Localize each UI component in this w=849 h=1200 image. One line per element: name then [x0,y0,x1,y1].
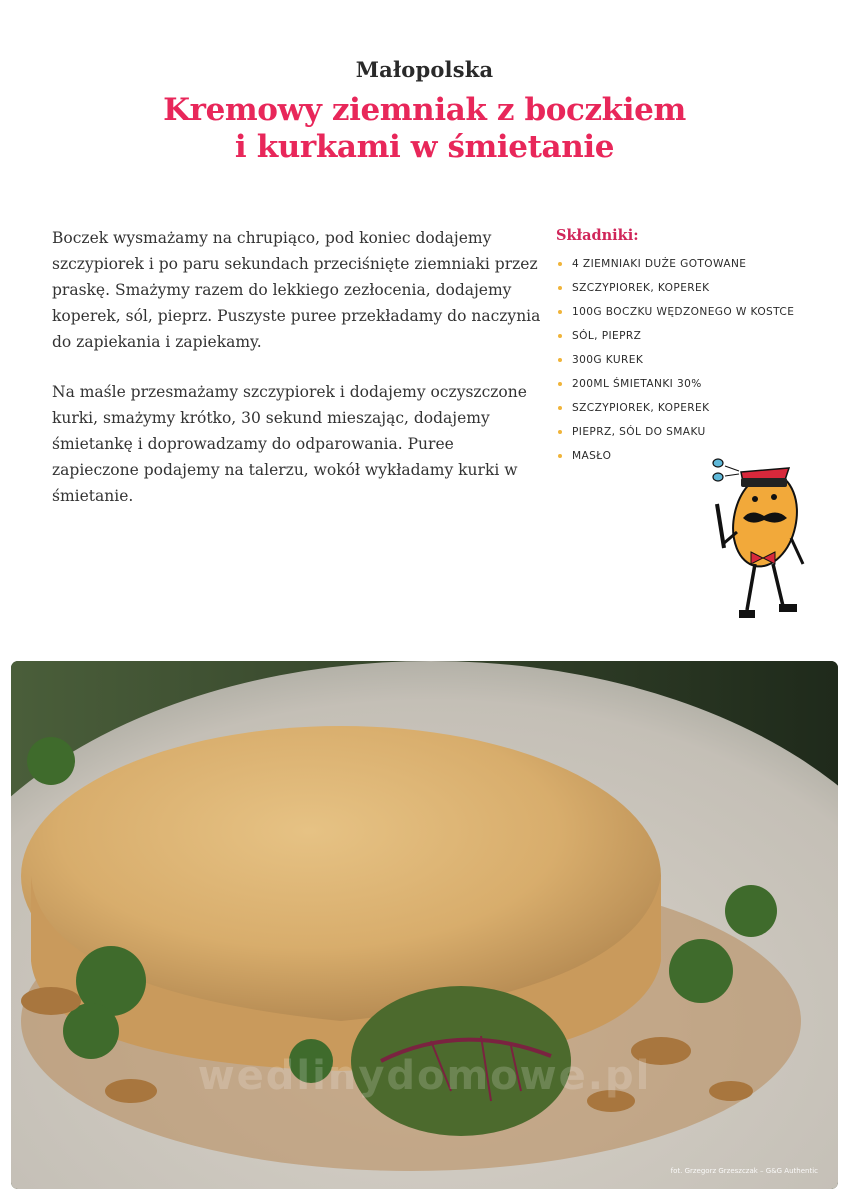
ingredients-title: Składniki: [556,227,639,244]
ingredient-label: SZCZYPIOREK, KOPEREK [572,402,710,414]
ingredient-item [556,300,836,324]
bullet-icon [558,382,562,386]
recipe-title [0,92,849,166]
recipe-title-line2: i kurkami w śmietanie [234,129,615,165]
ingredient-label: MASŁO [572,450,612,462]
ingredient-label: 4 ZIEMNIAKI DUŻE GOTOWANE [572,258,747,270]
bullet-icon [558,334,562,338]
ingredient-item [556,372,836,396]
bullet-icon [558,430,562,434]
instructions [52,225,542,533]
ingredient-item [556,420,836,444]
ingredient-label: SÓL, PIEPRZ [572,330,642,342]
ingredients-panel [556,227,836,468]
ingredient-item [556,396,836,420]
bullet-icon [558,286,562,290]
ingredient-label: 100G BOCZKU WĘDZONEGO W KOSTCE [572,306,795,318]
ingredient-label: PIEPRZ, SÓL DO SMAKU [572,426,706,438]
ingredient-label: 200ML ŚMIETANKI 30% [572,378,702,390]
bullet-icon [558,262,562,266]
dish-photo-image [11,661,838,1189]
instructions-paragraph-2: Na maśle przesmażamy szczypiorek i dodajemy oczyszczone kurki, smażymy krótko, 30 sekund mieszając, dodajemy śmietankę i doprowadzamy do odparowania. Puree zapieczone podajemy na talerzu, wokół wykładamy kurki w śmietanie. [52,383,527,505]
potato-policeman-mascot-icon [703,452,813,627]
photo-credit: fot. Grzegorz Grzeszczak – G&G Authentic [670,1167,818,1175]
dish-photo [11,661,838,1189]
ingredient-item [556,348,836,372]
ingredient-item [556,324,836,348]
ingredient-item [556,252,836,276]
bullet-icon [558,358,562,362]
watermark: wedlinydomowe.pl [197,1053,652,1099]
instructions-paragraph-1: Boczek wysmażamy na chrupiąco, pod koniec dodajemy szczypiorek i po paru sekundach przeciśnięte ziemniaki przez praskę. Smażymy razem do lekkiego zezłocenia, dodajemy koperek, sól, pieprz. Puszyste puree przekładamy do naczynia do zapiekania i zapiekamy. [52,229,541,351]
ingredient-item [556,276,836,300]
ingredient-label: SZCZYPIOREK, KOPEREK [572,282,710,294]
bullet-icon [558,406,562,410]
ingredients-list [556,252,836,468]
bullet-icon [558,310,562,314]
bullet-icon [558,454,562,458]
region-heading: Małopolska [355,57,494,82]
ingredient-label: 300G KUREK [572,354,644,366]
recipe-title-line1: Kremowy ziemniak z boczkiem [163,92,686,128]
